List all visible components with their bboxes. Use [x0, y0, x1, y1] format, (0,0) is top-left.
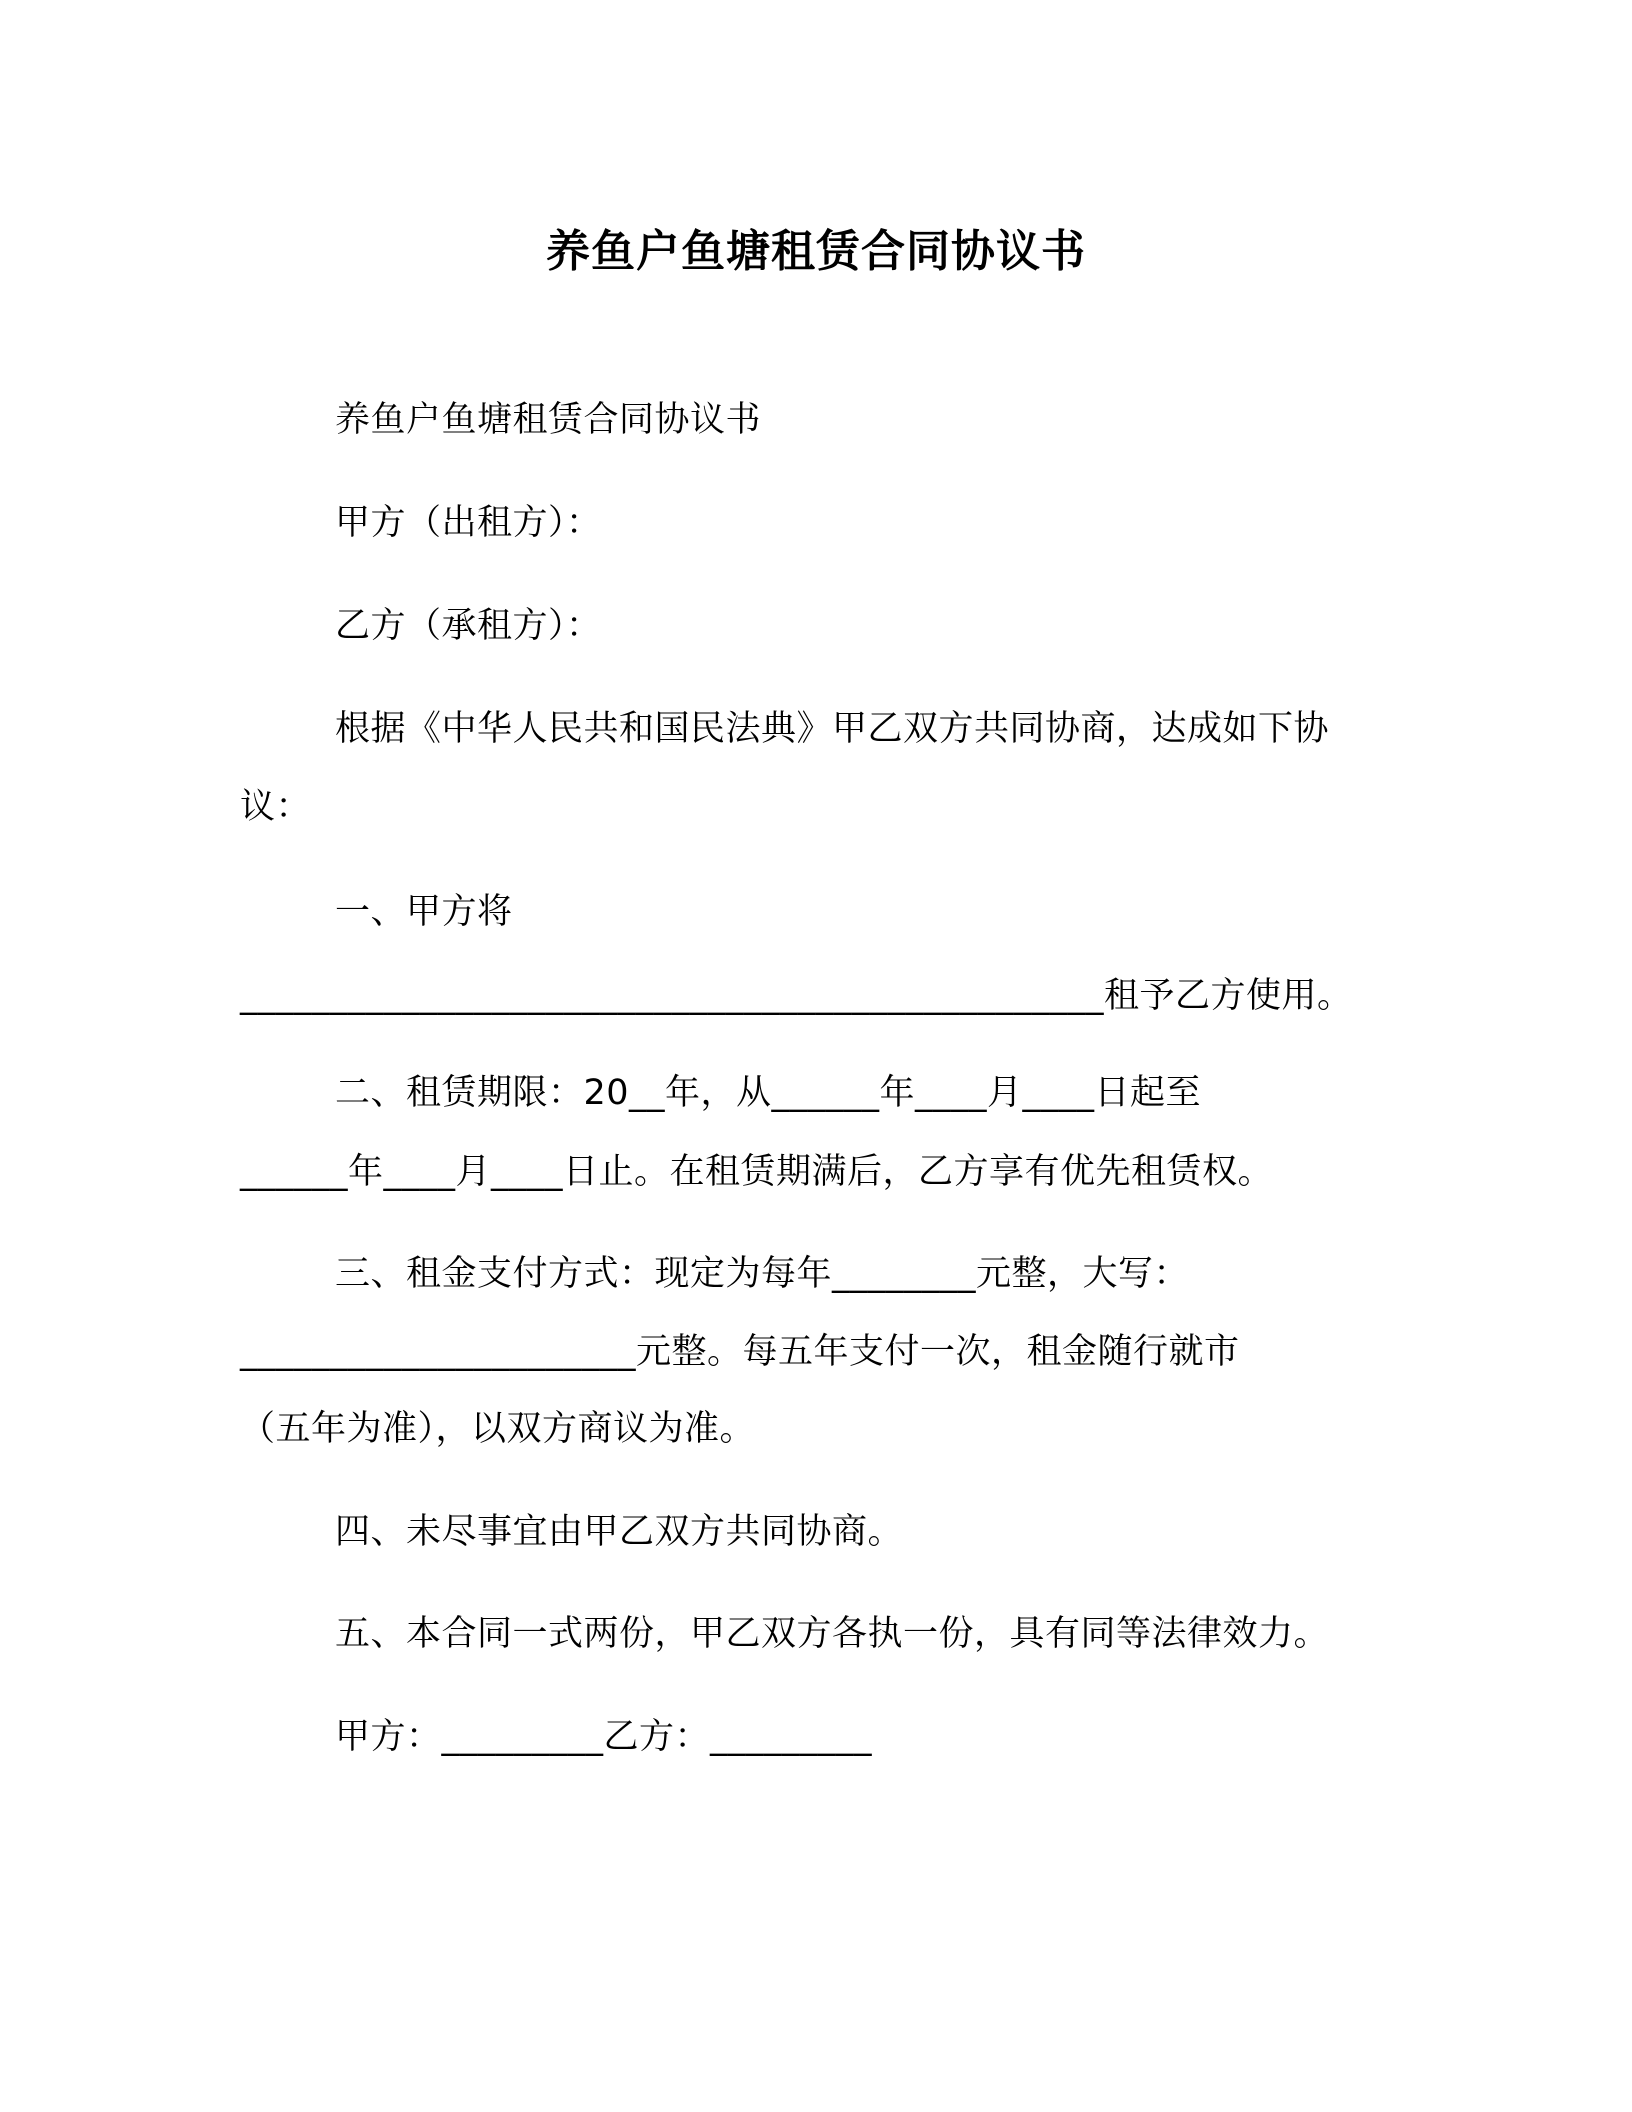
clause-1-line-1: 一、甲方将	[335, 892, 513, 932]
preamble-line-1: 根据《中华人民共和国民法典》甲乙双方共同协商，达成如下协	[335, 709, 1330, 749]
clause-2-line-1: 二、租赁期限：20__年，从______年____月____日起至	[335, 1073, 1202, 1113]
clause-4: 四、未尽事宜由甲乙双方共同协商。	[335, 1512, 904, 1552]
clause-2-line-2: ______年____月____日止。在租赁期满后，乙方享有优先租赁权。	[240, 1152, 1274, 1192]
signature-line: 甲方：_________乙方：_________	[335, 1717, 873, 1757]
clause-3-line-3: （五年为准），以双方商议为准。	[240, 1409, 756, 1449]
clause-3-line-2: ______________________元整。每五年支付一次，租金随行就市	[240, 1332, 1240, 1372]
clause-3-line-1: 三、租金支付方式：现定为每年________元整，大写：	[335, 1254, 1190, 1294]
clause-1-line-2: ________________________________________________租予乙方使用。	[240, 976, 1353, 1016]
document-subtitle: 养鱼户鱼塘租赁合同协议书	[335, 400, 762, 440]
document-title: 养鱼户鱼塘租赁合同协议书	[546, 226, 1086, 277]
party-a-label: 甲方（出租方）：	[335, 503, 602, 543]
preamble-line-2: 议：	[240, 787, 312, 827]
party-b-label: 乙方（承租方）：	[335, 606, 602, 646]
clause-5: 五、本合同一式两份，甲乙双方各执一份，具有同等法律效力。	[335, 1614, 1330, 1654]
